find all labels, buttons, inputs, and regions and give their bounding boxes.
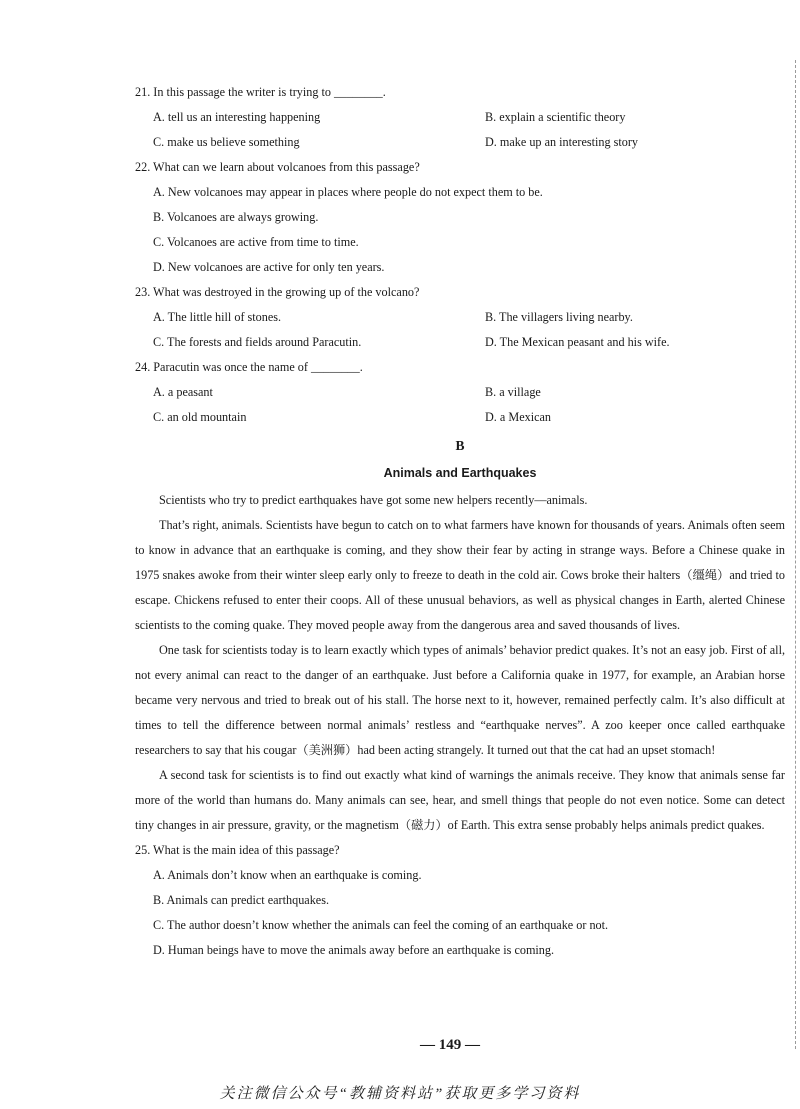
question-stem: 22. What can we learn about volcanoes from this passage?	[135, 160, 420, 174]
option-a: A. New volcanoes may appear in places where people do not expect them to be.	[153, 185, 543, 199]
options	[153, 380, 785, 430]
page-number: — 149 —	[420, 1037, 480, 1053]
question-stem: 23. What was destroyed in the growing up of the volcano?	[135, 285, 420, 299]
option-a: A. Animals don’t know when an earthquake is coming.	[153, 868, 422, 882]
option-b: B. Volcanoes are always growing.	[153, 210, 319, 224]
option-d: D. a Mexican	[485, 410, 551, 424]
option-d: D. make up an interesting story	[485, 135, 638, 149]
option-b: B. Animals can predict earthquakes.	[153, 893, 329, 907]
footer-notice: 关注微信公众号“教辅资料站”获取更多学习资料	[219, 1086, 581, 1102]
passage-paragraph: Scientists who try to predict earthquakes have got some new helpers recently—animals.	[159, 493, 588, 507]
option-d: D. The Mexican peasant and his wife.	[485, 335, 670, 349]
passage-paragraph: One task for scientists today is to learn exactly which types of animals’ behavior predict quakes. It’s not an easy job. First of all, not every animal can react to the danger of an earthquake. Just before a California quake in 1977, for example, an Arabian horse became very nervous and tried to break out of his stall. The horse next to it, however, remained perfectly calm. It’s also difficult at times to tell the difference between normal animals’ restless and “earthquake nerves”. A zoo keeper once called earthquake researchers to say that his cougar（美洲狮）had been acting strangely. It turned out that the cat had an upset stomach!	[135, 643, 785, 757]
question-24	[135, 355, 785, 430]
option-c: C. make us believe something	[153, 135, 300, 149]
option-c: C. Volcanoes are active from time to time.	[153, 235, 359, 249]
question-25	[135, 838, 785, 963]
question-stem: 24. Paracutin was once the name of ________.	[135, 360, 363, 374]
options	[153, 105, 785, 155]
option-c: C. an old mountain	[153, 410, 247, 424]
option-a: A. a peasant	[153, 385, 213, 399]
page-edge-dashed-line	[795, 60, 796, 1049]
question-stem: 21. In this passage the writer is trying to ________.	[135, 85, 386, 99]
option-b: B. explain a scientific theory	[485, 110, 626, 124]
option-d: D. New volcanoes are active for only ten years.	[153, 260, 385, 274]
option-b: B. a village	[485, 385, 541, 399]
option-a: A. tell us an interesting happening	[153, 110, 321, 124]
options	[153, 180, 785, 280]
option-a: A. The little hill of stones.	[153, 310, 282, 324]
options	[153, 305, 785, 355]
passage-title: Animals and Earthquakes	[383, 466, 537, 480]
question-stem: 25. What is the main idea of this passage?	[135, 843, 340, 857]
option-c: C. The forests and fields around Paracutin.	[153, 335, 362, 349]
question-22	[135, 155, 785, 280]
section-label: B	[455, 438, 465, 453]
question-21	[135, 80, 785, 155]
option-c: C. The author doesn’t know whether the animals can feel the coming of an earthquake or not.	[153, 918, 609, 932]
page-content	[135, 80, 785, 430]
passage-paragraph: That’s right, animals. Scientists have begun to catch on to what farmers have known for thousands of years. Animals often seem to know in advance that an earthquake is coming, and they show their fear by acting in strange ways. Before a Chinese quake in 1975 snakes awoke from their winter sleep early only to freeze to death in the cold air. Cows broke their halters（缰绳）and tried to escape. Chickens refused to enter their coops. All of these unusual behaviors, as well as physical changes in Earth, alerted Chinese scientists to the coming quake. They moved people away from the dangerous area and saved thousands of lives.	[135, 518, 785, 632]
options	[153, 863, 785, 963]
section-b	[135, 428, 785, 963]
question-23	[135, 280, 785, 355]
passage-paragraph: A second task for scientists is to find out exactly what kind of warnings the animals receive. They know that animals sense far more of the world than humans do. Many animals can see, hear, and smell things that people do not even notice. Some can detect tiny changes in air pressure, gravity, or the magnetism（磁力）of Earth. This extra sense probably helps animals predict quakes.	[135, 768, 785, 832]
option-b: B. The villagers living nearby.	[485, 310, 633, 324]
option-d: D. Human beings have to move the animals away before an earthquake is coming.	[153, 943, 555, 957]
